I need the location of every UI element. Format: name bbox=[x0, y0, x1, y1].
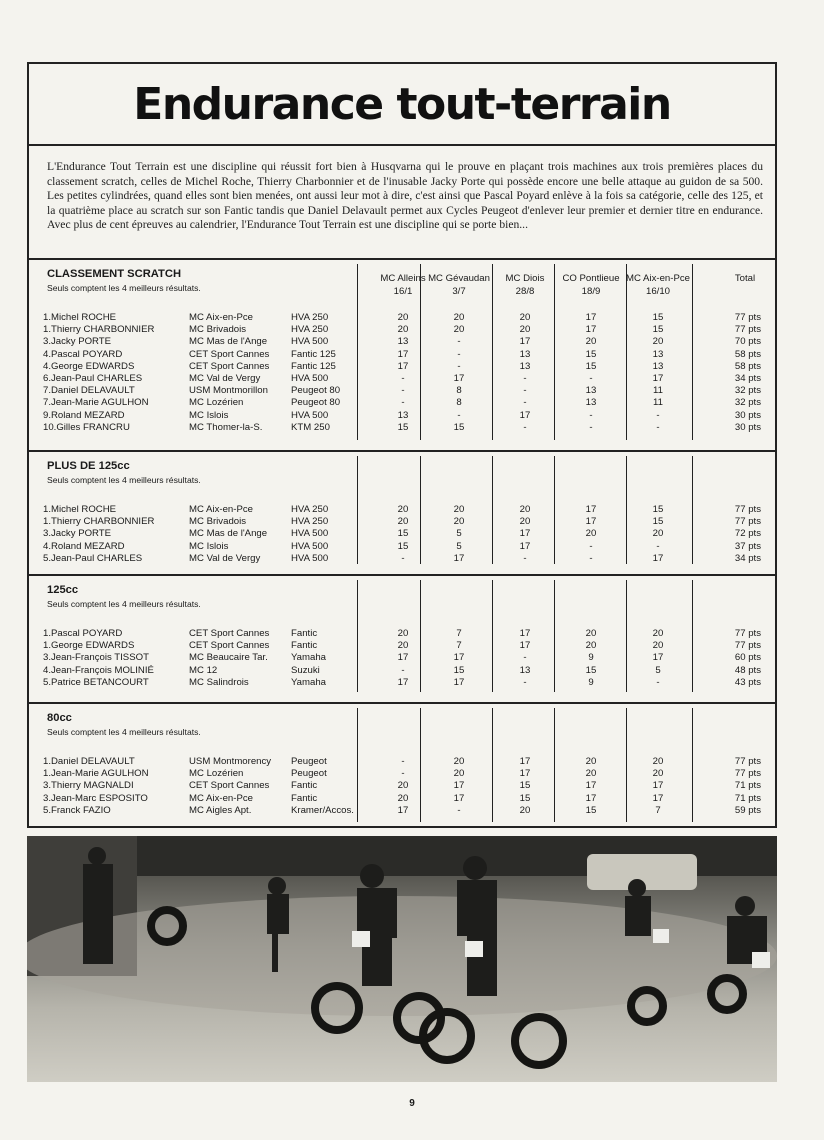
row-rider: 4.Roland MEZARD bbox=[43, 540, 125, 552]
row-total: 70 pts bbox=[734, 336, 761, 348]
row-result: 17 bbox=[519, 528, 531, 540]
row-total: 37 pts bbox=[734, 540, 761, 552]
row-result: 17 bbox=[453, 552, 465, 564]
row-result: 20 bbox=[519, 504, 531, 515]
row-club: CET Sport Cannes bbox=[189, 780, 270, 792]
row-result: 20 bbox=[652, 528, 664, 540]
title-box bbox=[29, 64, 775, 146]
row-bike: Fantic bbox=[291, 628, 318, 639]
row-result: - bbox=[656, 409, 660, 421]
row-result: 13 bbox=[519, 348, 531, 360]
row-result: 13 bbox=[585, 397, 597, 409]
row-rider: 3.Thierry MAGNALDI bbox=[43, 780, 134, 792]
row-result: - bbox=[523, 397, 527, 409]
row-result: 20 bbox=[519, 804, 531, 816]
row-result: 15 bbox=[585, 664, 597, 676]
row-bike: Fantic bbox=[291, 780, 318, 792]
column-rule bbox=[626, 708, 627, 822]
row-club: MC Salindrois bbox=[189, 676, 249, 688]
row-total: 58 pts bbox=[734, 348, 761, 360]
row-result: 13 bbox=[397, 336, 409, 348]
row-result: 17 bbox=[453, 373, 465, 384]
row-result: 20 bbox=[397, 324, 409, 336]
column-rule bbox=[554, 580, 555, 692]
row-club: USM Montmorillon bbox=[189, 385, 268, 397]
row-total: 77 pts bbox=[734, 628, 761, 639]
row-club: MC Mas de l'Ange bbox=[189, 528, 268, 540]
column-rule bbox=[357, 580, 358, 692]
row-result: 17 bbox=[585, 324, 597, 336]
row-club: MC Val de Vergy bbox=[189, 552, 261, 564]
row-rider: 9.Roland MEZARD bbox=[43, 409, 125, 421]
row-result: 15 bbox=[519, 792, 531, 804]
row-result: 20 bbox=[397, 780, 409, 792]
row-result: 11 bbox=[653, 385, 663, 397]
row-result: - bbox=[656, 676, 660, 688]
row-bike: Kramer/Accos. bbox=[291, 804, 354, 816]
column-rule bbox=[626, 580, 627, 692]
row-rider: 10.Gilles FRANCRU bbox=[43, 421, 130, 433]
column-header-date: 3/7 bbox=[452, 286, 466, 297]
row-result: 17 bbox=[652, 780, 664, 792]
row-result: 9 bbox=[588, 652, 594, 664]
row-result: - bbox=[401, 756, 405, 767]
row-result: 8 bbox=[456, 385, 462, 397]
row-result: 15 bbox=[397, 528, 409, 540]
row-result: 5 bbox=[456, 528, 462, 540]
row-result: 20 bbox=[652, 336, 664, 348]
row-result: - bbox=[401, 385, 405, 397]
row-rider: 3.Jacky PORTE bbox=[43, 528, 112, 540]
row-bike: Yamaha bbox=[291, 652, 327, 664]
row-total: 72 pts bbox=[734, 528, 761, 540]
row-result: 20 bbox=[519, 324, 531, 336]
column-header-date: 16/1 bbox=[393, 286, 413, 297]
section-subtitle: Seuls comptent les 4 meilleurs résultats. bbox=[47, 283, 201, 293]
section-subtitle: Seuls comptent les 4 meilleurs résultats. bbox=[47, 727, 201, 737]
row-result: - bbox=[589, 540, 593, 552]
row-total: 77 pts bbox=[734, 640, 761, 652]
row-total: 43 pts bbox=[734, 676, 761, 688]
row-rider: 5.Jean-Paul CHARLES bbox=[43, 552, 143, 564]
row-result: 17 bbox=[585, 780, 597, 792]
row-result: - bbox=[523, 552, 527, 564]
row-result: - bbox=[457, 348, 461, 360]
column-header-name: CO Pontlieue bbox=[562, 273, 620, 284]
row-result: 17 bbox=[519, 756, 531, 767]
row-club: CET Sport Cannes bbox=[189, 628, 270, 639]
section-divider bbox=[29, 574, 775, 576]
row-club: MC Beaucaire Tar. bbox=[189, 652, 268, 664]
row-result: 20 bbox=[453, 516, 465, 528]
section-title: PLUS DE 125cc bbox=[47, 460, 130, 472]
row-rider: 1.Michel ROCHE bbox=[43, 504, 117, 515]
row-result: 15 bbox=[585, 804, 597, 816]
row-result: - bbox=[401, 373, 405, 384]
row-result: 20 bbox=[652, 628, 664, 639]
row-result: 17 bbox=[397, 676, 409, 688]
row-rider: 4.Jean-François MOLINIÉ bbox=[43, 664, 154, 676]
row-club: MC Brivadois bbox=[189, 324, 247, 336]
row-bike: HVA 500 bbox=[291, 336, 329, 348]
row-bike: Peugeot 80 bbox=[291, 385, 341, 397]
row-result: 17 bbox=[453, 676, 465, 688]
row-result: 20 bbox=[397, 628, 409, 639]
row-club: CET Sport Cannes bbox=[189, 348, 270, 360]
column-rule bbox=[692, 456, 693, 564]
column-rule bbox=[554, 708, 555, 822]
column-header-name: MC Alleins bbox=[380, 273, 426, 284]
row-result: - bbox=[401, 768, 405, 780]
row-club: CET Sport Cannes bbox=[189, 640, 270, 652]
row-result: 20 bbox=[453, 768, 465, 780]
row-club: MC Mas de l'Ange bbox=[189, 336, 268, 348]
row-result: 8 bbox=[456, 397, 462, 409]
row-bike: Fantic 125 bbox=[291, 360, 336, 372]
row-total: 71 pts bbox=[734, 792, 761, 804]
column-rule bbox=[554, 456, 555, 564]
row-bike: KTM 250 bbox=[291, 421, 330, 433]
row-total: 77 pts bbox=[734, 768, 761, 780]
row-rider: 7.Daniel DELAVAULT bbox=[43, 385, 135, 397]
row-result: - bbox=[523, 373, 527, 384]
row-total: 71 pts bbox=[734, 780, 761, 792]
section-divider bbox=[29, 702, 775, 704]
row-bike: HVA 500 bbox=[291, 409, 329, 421]
row-rider: 3.Jean-Marc ESPOSITO bbox=[43, 792, 148, 804]
row-club: MC Thomer-la-S. bbox=[189, 421, 263, 433]
row-result: 20 bbox=[397, 516, 409, 528]
row-result: 20 bbox=[519, 312, 531, 323]
section-divider bbox=[29, 450, 775, 452]
row-total: 60 pts bbox=[734, 652, 761, 664]
row-result: 20 bbox=[453, 756, 465, 767]
section-subtitle: Seuls comptent les 4 meilleurs résultats. bbox=[47, 475, 201, 485]
column-header-name: MC Diois bbox=[505, 273, 545, 284]
row-result: 20 bbox=[453, 324, 465, 336]
row-bike: Fantic bbox=[291, 792, 318, 804]
row-result: 15 bbox=[652, 324, 664, 336]
section-title: CLASSEMENT SCRATCH bbox=[47, 268, 182, 280]
row-result: 15 bbox=[397, 540, 409, 552]
intro-paragraph: L'Endurance Tout Terrain est une discipline qui réussit fort bien à Husqvarna qui le prouve en plaçant trois machines aux trois premières places du classement scratch, celles de Michel Roche, Thierry Charbonnier et de l'inusable Jacky Porte qui possède encore une belle attaque au guidon de sa 500. Les petites cylindrées, quand elles sont bien menées, ont aussi leur mot à dire, c'est ainsi que Pascal Poyard enlève à la fois sa catégorie, celle des 125, et la quatrième place au scratch sur son Fantic tandis que Daniel Delavault permet aux Cycles Peugeot d'enlever leur premier et dernier titre en endurance. Avec plus de cent épreuves au calendrier, l'Endurance Tout Terrain est une discipline qui se porte bien... bbox=[47, 160, 763, 232]
row-result: 17 bbox=[397, 804, 409, 816]
row-bike: Peugeot bbox=[291, 756, 327, 767]
row-result: 17 bbox=[397, 348, 409, 360]
row-club: MC Islois bbox=[189, 409, 229, 421]
row-result: 15 bbox=[519, 780, 531, 792]
row-result: 17 bbox=[453, 792, 465, 804]
row-rider: 5.Patrice BETANCOURT bbox=[43, 676, 149, 688]
column-rule bbox=[692, 580, 693, 692]
row-result: 15 bbox=[453, 421, 465, 433]
row-result: 20 bbox=[397, 504, 409, 515]
race-photo bbox=[27, 836, 777, 1082]
row-result: 20 bbox=[453, 504, 465, 515]
row-result: 17 bbox=[453, 652, 465, 664]
row-result: 17 bbox=[585, 792, 597, 804]
row-result: - bbox=[457, 360, 461, 372]
row-rider: 4.George EDWARDS bbox=[43, 360, 135, 372]
row-club: MC Aigles Apt. bbox=[189, 804, 252, 816]
row-result: 13 bbox=[652, 360, 664, 372]
row-total: 77 pts bbox=[734, 324, 761, 336]
column-rule bbox=[626, 456, 627, 564]
row-club: MC 12 bbox=[189, 664, 218, 676]
row-result: 13 bbox=[519, 664, 531, 676]
column-rule bbox=[492, 456, 493, 564]
row-result: 20 bbox=[397, 640, 409, 652]
row-rider: 4.Pascal POYARD bbox=[43, 348, 123, 360]
row-result: 15 bbox=[397, 421, 409, 433]
row-rider: 7.Jean-Marie AGULHON bbox=[43, 397, 149, 409]
column-header-date: 28/8 bbox=[515, 286, 535, 297]
row-result: 13 bbox=[397, 409, 409, 421]
section-title: 80cc bbox=[47, 712, 72, 724]
row-result: 5 bbox=[655, 664, 661, 676]
row-result: 15 bbox=[652, 516, 664, 528]
motocross-riders-illustration bbox=[27, 836, 777, 1082]
row-total: 48 pts bbox=[734, 664, 761, 676]
row-result: - bbox=[401, 552, 405, 564]
section-divider bbox=[29, 258, 775, 260]
row-rider: 1.Thierry CHARBONNIER bbox=[43, 516, 155, 528]
section-subtitle: Seuls comptent les 4 meilleurs résultats. bbox=[47, 599, 201, 609]
row-rider: 6.Jean-Paul CHARLES bbox=[43, 373, 143, 384]
column-rule bbox=[357, 264, 358, 440]
row-result: - bbox=[589, 373, 593, 384]
row-total: 59 pts bbox=[734, 804, 761, 816]
row-result: 17 bbox=[519, 768, 531, 780]
row-result: - bbox=[523, 676, 527, 688]
row-result: - bbox=[589, 552, 593, 564]
row-club: MC Lozérien bbox=[189, 397, 244, 409]
row-result: - bbox=[523, 421, 527, 433]
row-result: 15 bbox=[585, 348, 597, 360]
row-bike: HVA 250 bbox=[291, 324, 329, 336]
row-total: 77 pts bbox=[734, 756, 761, 767]
row-bike: Fantic 125 bbox=[291, 348, 336, 360]
row-result: 11 bbox=[653, 397, 663, 409]
row-result: 9 bbox=[588, 676, 594, 688]
row-result: 17 bbox=[453, 780, 465, 792]
row-total: 30 pts bbox=[734, 421, 761, 433]
row-total: 34 pts bbox=[734, 552, 761, 564]
row-total: 77 pts bbox=[734, 312, 761, 323]
row-result: - bbox=[401, 664, 405, 676]
row-result: 20 bbox=[652, 756, 664, 767]
row-result: 17 bbox=[397, 652, 409, 664]
column-rule bbox=[357, 456, 358, 564]
row-result: 20 bbox=[585, 336, 597, 348]
row-result: 17 bbox=[652, 373, 664, 384]
row-result: 7 bbox=[456, 628, 462, 639]
column-header-date: 18/9 bbox=[581, 286, 601, 297]
row-result: 17 bbox=[519, 640, 531, 652]
column-rule bbox=[492, 708, 493, 822]
section-title: 125cc bbox=[47, 584, 79, 596]
row-result: 13 bbox=[585, 385, 597, 397]
row-total: 77 pts bbox=[734, 504, 761, 515]
row-result: 20 bbox=[397, 312, 409, 323]
row-result: 7 bbox=[655, 804, 661, 816]
row-club: MC Islois bbox=[189, 540, 229, 552]
row-bike: Yamaha bbox=[291, 676, 327, 688]
row-result: 20 bbox=[652, 768, 664, 780]
row-result: - bbox=[523, 385, 527, 397]
row-bike: HVA 250 bbox=[291, 516, 329, 528]
row-result: 20 bbox=[453, 312, 465, 323]
row-result: - bbox=[457, 804, 461, 816]
row-total: 58 pts bbox=[734, 360, 761, 372]
row-total: 32 pts bbox=[734, 397, 761, 409]
row-result: 17 bbox=[519, 628, 531, 639]
row-result: 17 bbox=[519, 540, 531, 552]
row-result: 15 bbox=[652, 312, 664, 323]
row-result: 13 bbox=[519, 360, 531, 372]
row-bike: HVA 500 bbox=[291, 552, 329, 564]
row-result: 20 bbox=[585, 628, 597, 639]
article-frame bbox=[27, 62, 777, 828]
row-rider: 1.Michel ROCHE bbox=[43, 312, 117, 323]
row-result: - bbox=[656, 540, 660, 552]
row-result: - bbox=[656, 421, 660, 433]
column-rule bbox=[357, 708, 358, 822]
row-bike: HVA 250 bbox=[291, 504, 329, 515]
row-result: - bbox=[457, 336, 461, 348]
row-result: 20 bbox=[519, 516, 531, 528]
row-result: 17 bbox=[585, 516, 597, 528]
row-bike: HVA 500 bbox=[291, 373, 329, 384]
row-club: MC Lozérien bbox=[189, 768, 244, 780]
row-club: MC Brivadois bbox=[189, 516, 247, 528]
row-result: 17 bbox=[519, 336, 531, 348]
row-result: - bbox=[457, 409, 461, 421]
row-rider: 3.Jean-François TISSOT bbox=[43, 652, 149, 664]
row-bike: HVA 500 bbox=[291, 540, 329, 552]
row-rider: 5.Franck FAZIO bbox=[43, 804, 111, 816]
row-result: 15 bbox=[585, 360, 597, 372]
row-total: 30 pts bbox=[734, 409, 761, 421]
column-rule bbox=[692, 708, 693, 822]
row-result: - bbox=[523, 652, 527, 664]
row-rider: 1.Daniel DELAVAULT bbox=[43, 756, 135, 767]
row-club: MC Aix-en-Pce bbox=[189, 312, 253, 323]
row-result: 20 bbox=[585, 528, 597, 540]
row-club: MC Aix-en-Pce bbox=[189, 504, 253, 515]
row-result: 15 bbox=[453, 664, 465, 676]
row-bike: HVA 500 bbox=[291, 528, 329, 540]
row-rider: 1.Pascal POYARD bbox=[43, 628, 123, 639]
row-result: - bbox=[589, 409, 593, 421]
row-club: CET Sport Cannes bbox=[189, 360, 270, 372]
row-result: 20 bbox=[397, 792, 409, 804]
row-club: MC Aix-en-Pce bbox=[189, 792, 253, 804]
row-club: MC Val de Vergy bbox=[189, 373, 261, 384]
row-rider: 3.Jacky PORTE bbox=[43, 336, 112, 348]
row-total: 32 pts bbox=[734, 385, 761, 397]
column-header-name: MC Aix-en-Pce bbox=[626, 273, 690, 284]
row-result: - bbox=[589, 421, 593, 433]
row-result: 17 bbox=[585, 312, 597, 323]
row-result: 20 bbox=[652, 640, 664, 652]
row-result: 20 bbox=[585, 768, 597, 780]
row-total: 77 pts bbox=[734, 516, 761, 528]
row-rider: 1.George EDWARDS bbox=[43, 640, 135, 652]
column-header-date: 16/10 bbox=[645, 286, 670, 297]
row-rider: 1.Thierry CHARBONNIER bbox=[43, 324, 155, 336]
row-bike: HVA 250 bbox=[291, 312, 329, 323]
row-result: 13 bbox=[652, 348, 664, 360]
row-result: - bbox=[401, 397, 405, 409]
row-club: USM Montmorency bbox=[189, 756, 272, 767]
page-number: 9 bbox=[409, 1098, 415, 1109]
row-bike: Fantic bbox=[291, 640, 318, 652]
row-result: 17 bbox=[585, 504, 597, 515]
row-bike: Suzuki bbox=[291, 664, 320, 676]
row-result: 5 bbox=[456, 540, 462, 552]
row-result: 20 bbox=[585, 640, 597, 652]
row-result: 7 bbox=[456, 640, 462, 652]
row-result: 17 bbox=[519, 409, 531, 421]
row-bike: Peugeot 80 bbox=[291, 397, 341, 409]
row-result: 17 bbox=[397, 360, 409, 372]
row-bike: Peugeot bbox=[291, 768, 327, 780]
row-result: 20 bbox=[585, 756, 597, 767]
row-result: 17 bbox=[652, 792, 664, 804]
row-rider: 1.Jean-Marie AGULHON bbox=[43, 768, 149, 780]
page-title: Endurance tout-terrain bbox=[133, 79, 671, 130]
row-result: 15 bbox=[652, 504, 664, 515]
column-header-name: MC Gévaudan bbox=[428, 273, 490, 284]
column-header-name: Total bbox=[734, 273, 756, 284]
row-result: 17 bbox=[652, 552, 664, 564]
row-result: 17 bbox=[652, 652, 664, 664]
column-rule bbox=[492, 580, 493, 692]
row-total: 34 pts bbox=[734, 373, 761, 384]
